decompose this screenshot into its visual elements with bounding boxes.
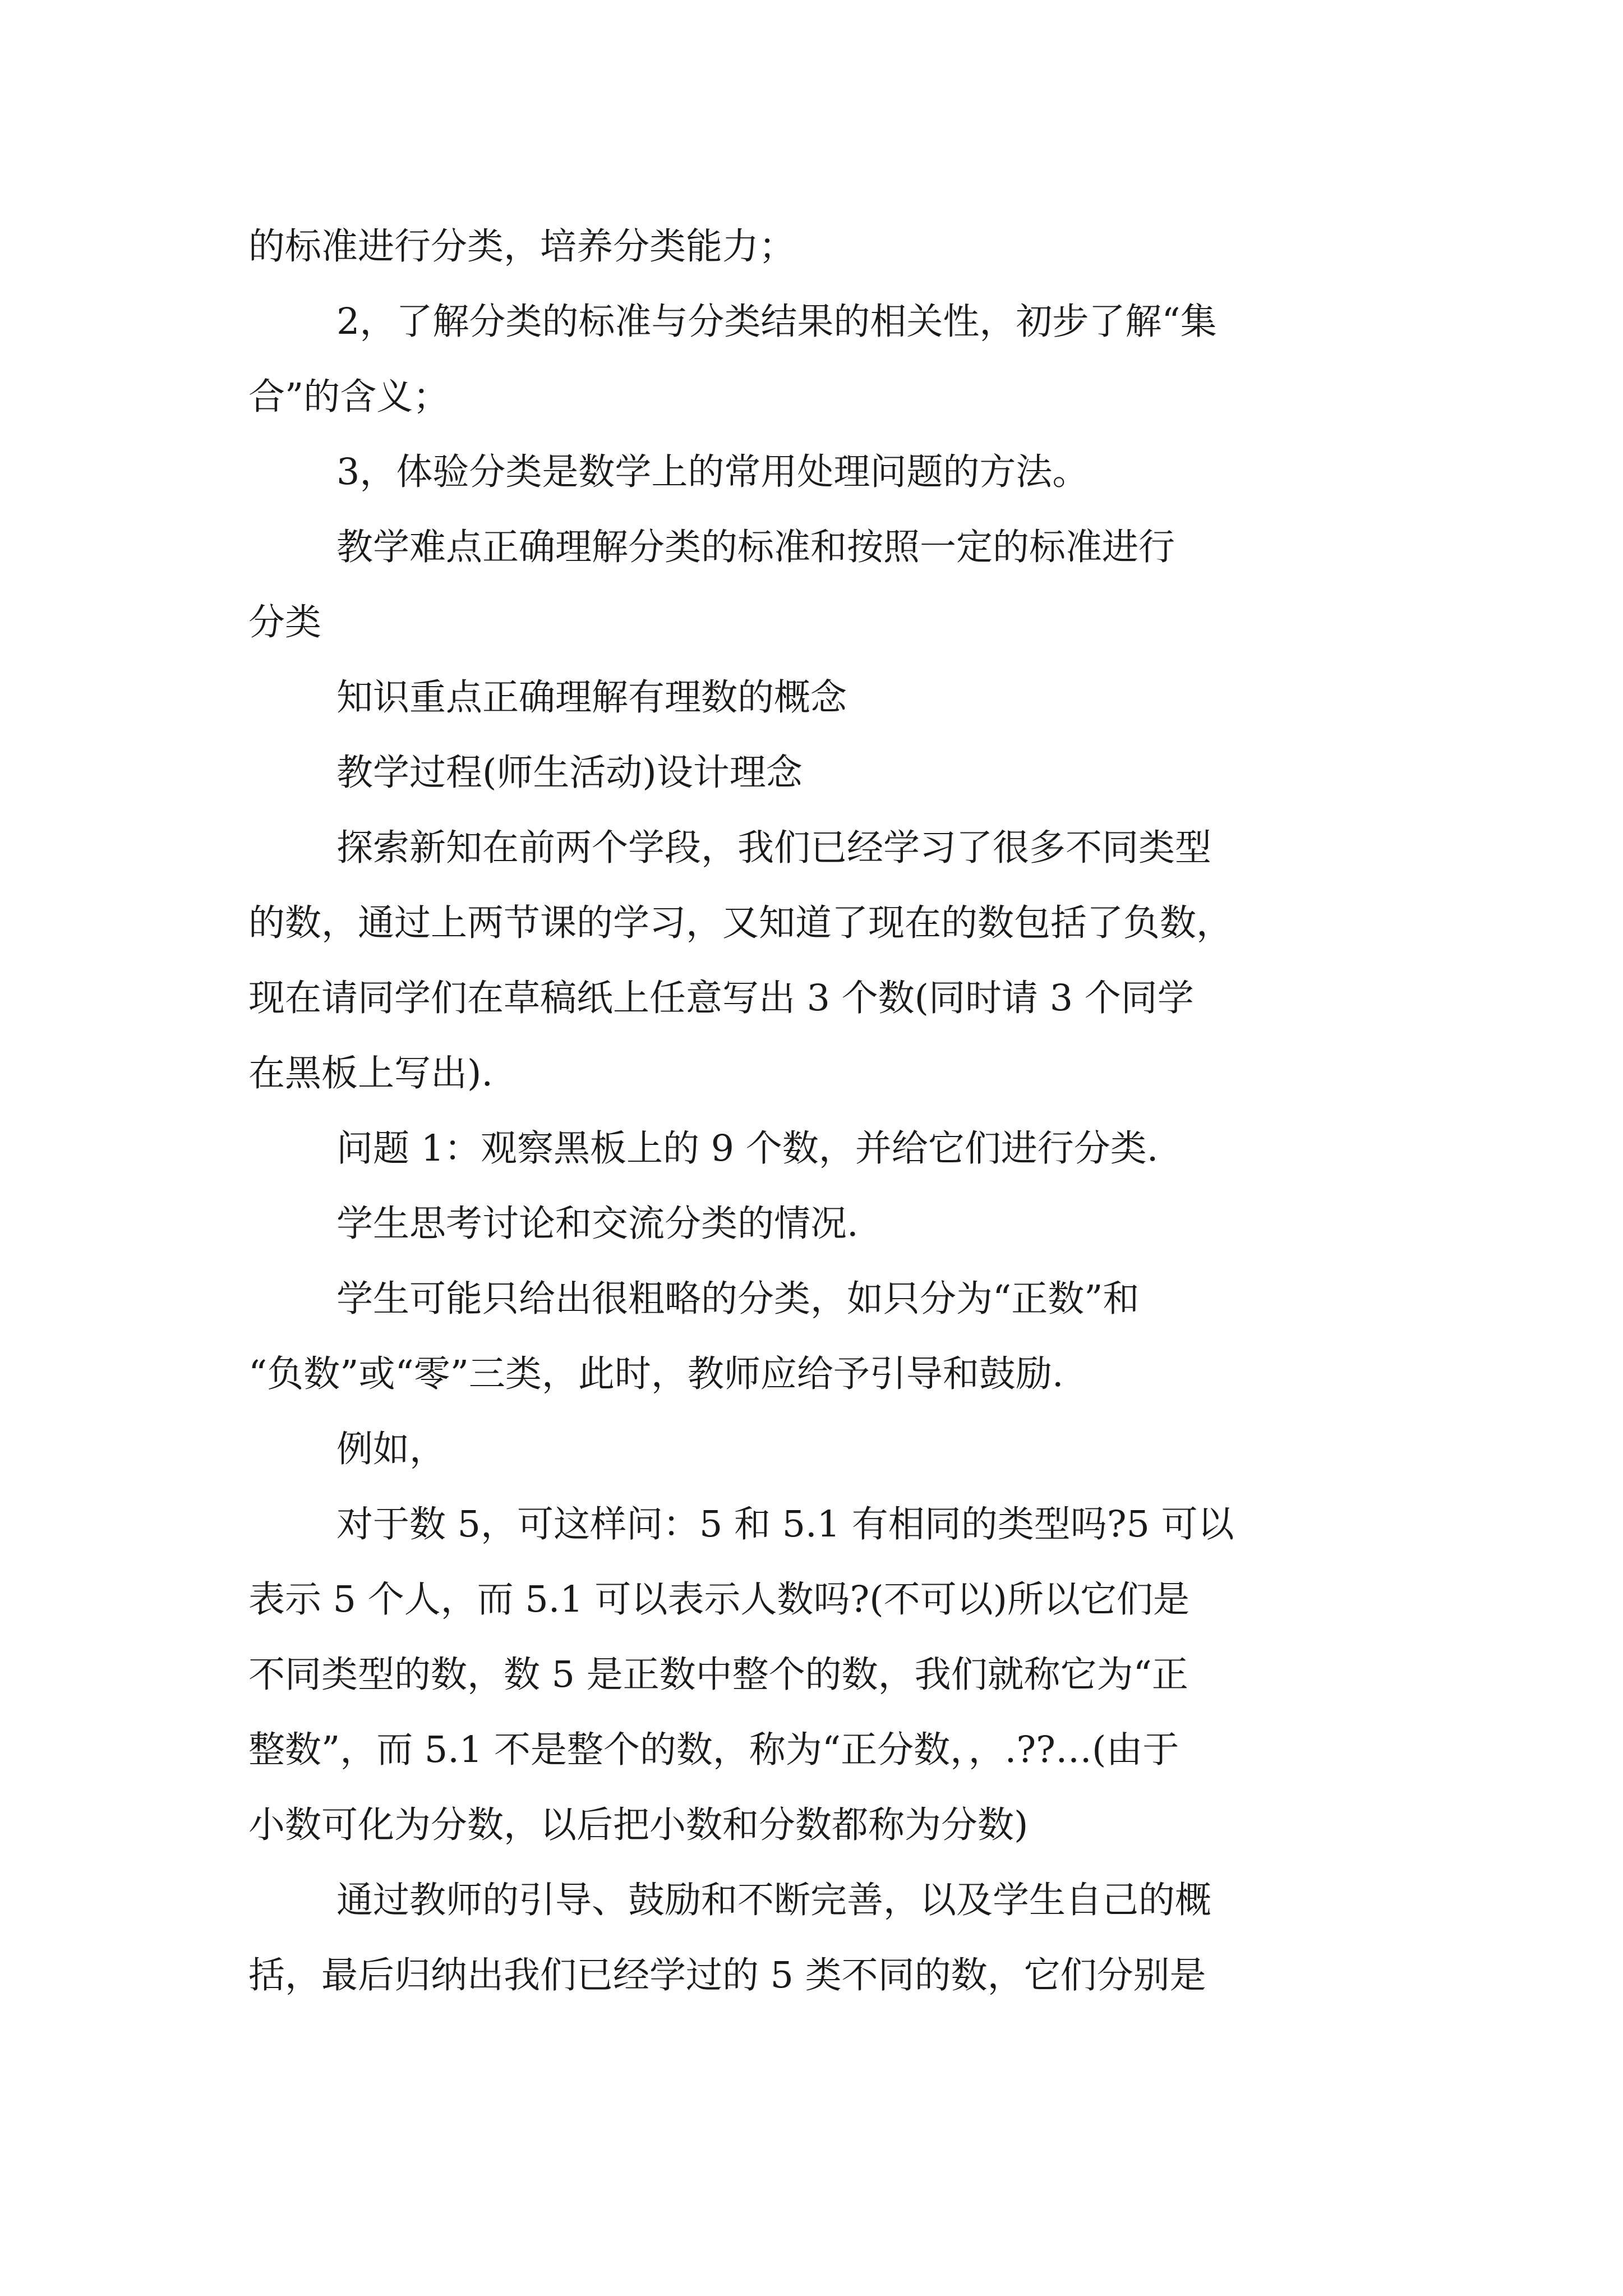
text-line: 小数可化为分数，以后把小数和分数都称为分数): [248, 1804, 1029, 1846]
text-line: 2，了解分类的标准与分类结果的相关性，初步了解“集: [336, 301, 1217, 343]
text-line: 整数”，而 5.1 不是整个的数，称为“正分数，，.??…(由于: [248, 1729, 1179, 1771]
text-line: 3，体验分类是数学上的常用处理问题的方法。: [336, 451, 1089, 493]
text-line: 的数，通过上两节课的学习，又知道了现在的数包括了负数，: [248, 902, 1233, 944]
text-line: “负数”或“零”三类，此时，教师应给予引导和鼓励.: [248, 1353, 1064, 1395]
text-line: 通过教师的引导、鼓励和不断完善，以及学生自己的概: [336, 1879, 1212, 1921]
text-line: 例如，: [336, 1428, 446, 1470]
text-line: 教学难点正确理解分类的标准和按照一定的标准进行: [336, 526, 1175, 568]
text-line: 合”的含义；: [248, 376, 450, 418]
text-line: 分类: [248, 601, 322, 643]
text-line: 知识重点正确理解有理数的概念: [336, 677, 847, 719]
text-line: 教学过程(师生活动)设计理念: [336, 752, 803, 794]
text-line: 表示 5 个人，而 5.1 可以表示人数吗?(不可以)所以它们是: [248, 1579, 1189, 1621]
text-line: 在黑板上写出).: [248, 1052, 494, 1094]
text-line: 学生思考讨论和交流分类的情况.: [336, 1203, 859, 1245]
text-line: 的标准进行分类，培养分类能力；: [248, 226, 796, 268]
text-line: 探索新知在前两个学段，我们已经学习了很多不同类型: [336, 827, 1212, 869]
text-line: 不同类型的数，数 5 是正数中整个的数，我们就称它为“正: [248, 1654, 1188, 1696]
text-line: 现在请同学们在草稿纸上任意写出 3 个数(同时请 3 个同学: [248, 977, 1194, 1019]
text-line: 括，最后归纳出我们已经学过的 5 类不同的数，它们分别是: [248, 1954, 1206, 1996]
text-line: 学生可能只给出很粗略的分类，如只分为“正数”和: [336, 1278, 1140, 1320]
text-line: 对于数 5，可这样问：5 和 5.1 有相同的类型吗?5 可以: [336, 1503, 1234, 1545]
text-line: 问题 1：观察黑板上的 9 个数，并给它们进行分类.: [336, 1128, 1159, 1170]
